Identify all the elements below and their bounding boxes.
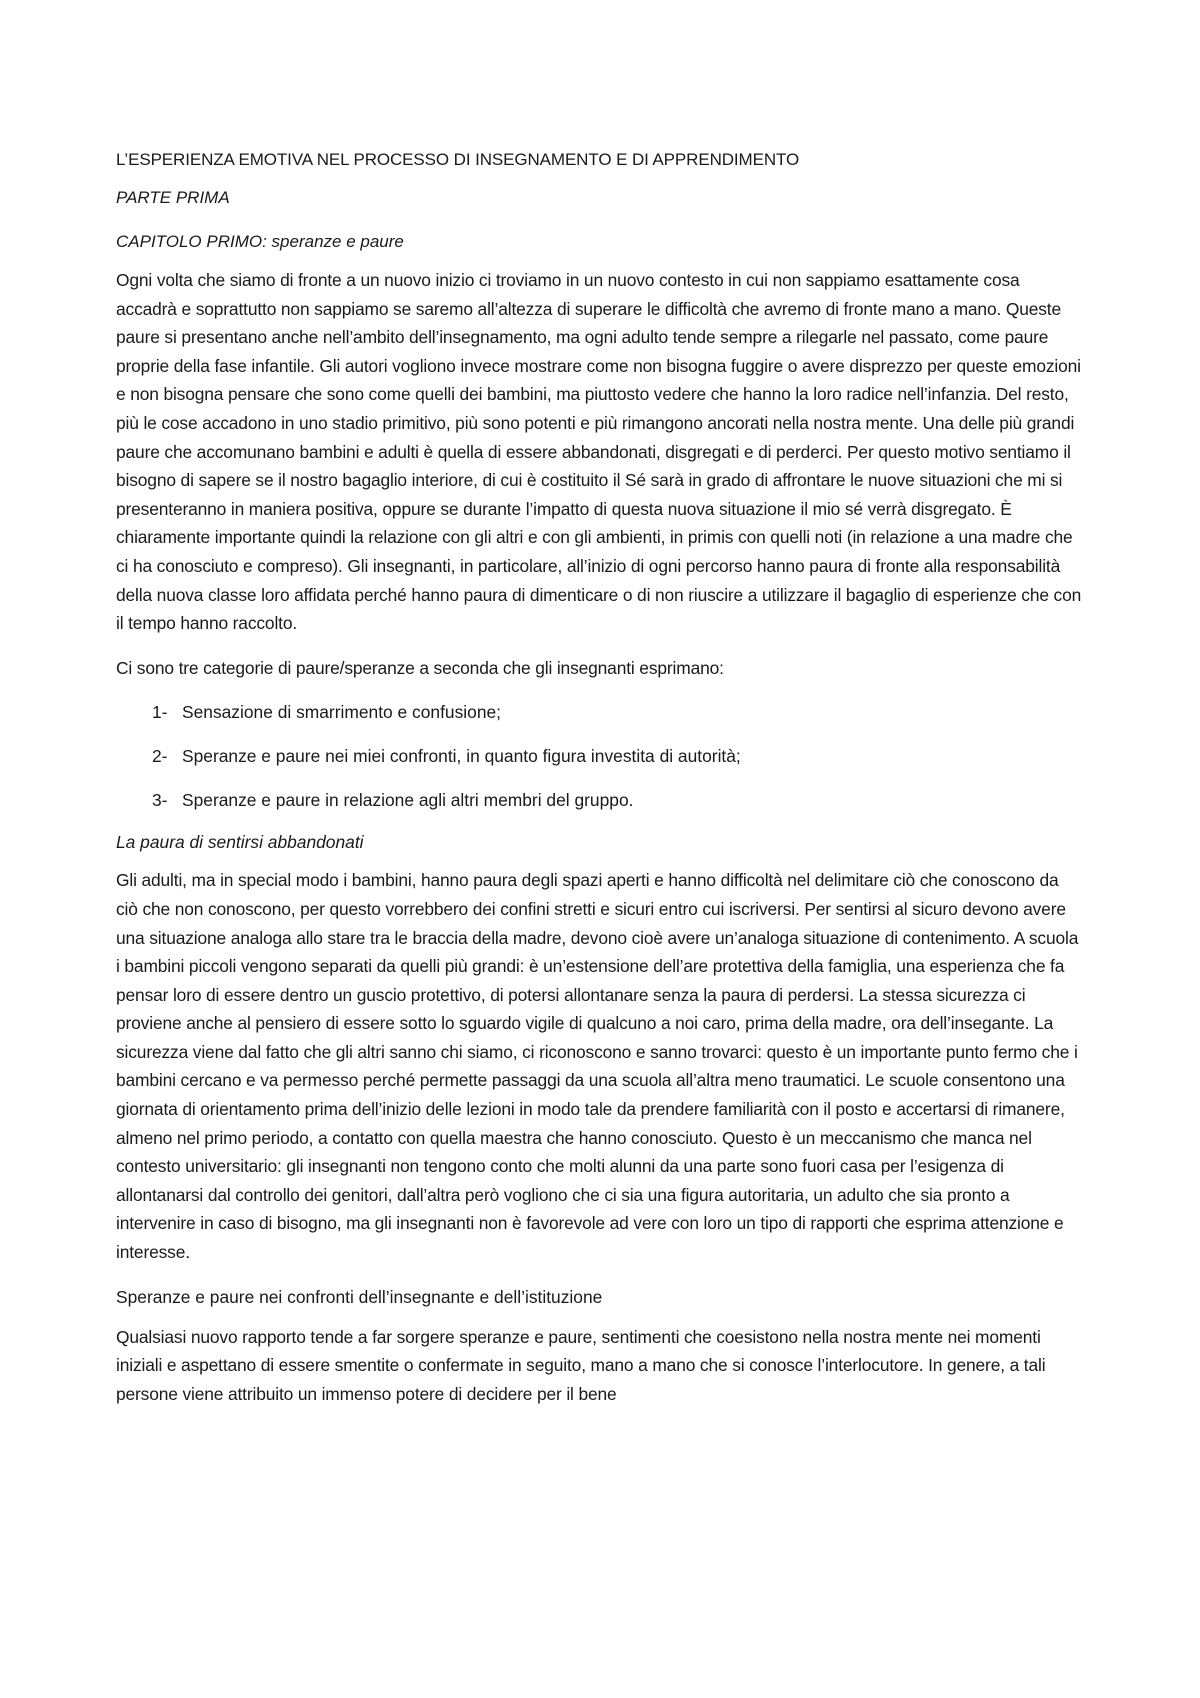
paragraph-teacher-institution: Qualsiasi nuovo rapporto tende a far sorgere speranze e paure, sentimenti che coesistono nella nostra mente nei momenti iniziali e aspettano di essere smentite o confermate in seguito, mano a mano che si conosce l’interlocutore. In genere, a tali persone viene attribuito un immenso potere di decidere per il bene <box>116 1326 1046 1404</box>
paragraph-intro: Ogni volta che siamo di fronte a un nuovo inizio ci troviamo in un nuovo contesto in cui non sappiamo esattamente cosa accadrà e soprattutto non sappiamo se saremo all’altezza di superare le difficoltà che avremo di fronte mano a mano. Queste paure si presentano anche nell’ambito dell’insegnamento, ma ogni adulto tende sempre a rilegarle nel passato, come paure proprie della fase infantile. Gli autori vogliono invece mostrare come non bisogna fuggire o avere disprezzo per queste emozioni e non bisogna pensare che sono come quelli dei bambini, ma piuttosto vedere che hanno la loro radice nell’infanzia. Del resto, più le cose accadono in uno stadio primitivo, più sono potenti e più rimangono ancorati nella nostra mente. Una delle più grandi paure che accomunano bambini e adulti è quella di essere abbandonati, disgregati e di perderci. Per questo motivo sentiamo il bisogno di sapere se il nostro bagaglio interiore, di cui è costituito il Sé sarà in grado di affrontare le nuove situazioni che mi si presenteranno in maniera positiva, oppure se durante l’impatto di questa nuova situazione il mio sé verrà disgregato. È chiaramente importante quindi la relazione con gli altri e con gli ambienti, in primis con quelli noti (in relazione a una madre che ci ha conosciuto e compreso). Gli insegnanti, in particolare, all’inizio di ogni percorso hanno paura di fronte alla responsabilità della nuova classe loro affidata perché hanno paura di dimenticare o di non riuscire a utilizzare il bagaglio di esperienze che con il tempo hanno raccolto. <box>116 270 1082 634</box>
paragraph-categories: Ci sono tre categorie di paure/speranze a seconda che gli insegnanti esprimano: <box>116 657 724 678</box>
list-item <box>116 786 1084 814</box>
list-number: 3- <box>152 790 168 811</box>
list-text: Sensazione di smarrimento e confusione; <box>182 702 502 723</box>
list-text: Speranze e paure in relazione agli altri membri del gruppo. <box>182 790 634 811</box>
list-item <box>116 698 1084 726</box>
list-text: Speranze e paure nei miei confronti, in quanto figura investita di autorità; <box>182 746 741 767</box>
paragraph-abandonment: Gli adulti, ma in special modo i bambini, hanno paura degli spazi aperti e hanno difficoltà nel delimitare ciò che conoscono da ciò che non conoscono, per questo vorrebbero dei confini stretti e sicuri entro cui iscriversi. Per sentirsi al sicuro devono avere una situazione analoga allo stare tra le braccia della madre, devono cioè avere un’analoga situazione di contenimento. A scuola i bambini piccoli vengono separati da quelli più grandi: è un’estensione dell’are protettiva della famiglia, una esperienza che fa pensar loro di essere dentro un guscio protettivo, di potersi allontanare senza la paura di perdersi. La stessa sicurezza ci proviene anche al pensiero di essere sotto lo sguardo vigile di qualcuno a noi caro, prima della madre, ora dell’insegante. La sicurezza viene dal fatto che gli altri sanno chi siamo, ci riconoscono e sanno trovarci: questo è un importante punto fermo che i bambini cercano e va permesso perché permette passaggi da una scuola all’altra meno traumatici. Le scuole consentono una giornata di orientamento prima dell’inizio delle lezioni in modo tale da prendere familiarità con il posto e accertarsi di rimanere, almeno nel primo periodo, a contatto con quella maestra che hanno conosciuto. Questo è un meccanismo che manca nel contesto universitario: gli insegnanti non tengono conto che molti alunni da una parte sono fuori casa per l’esigenza di allontanarsi dal controllo dei genitori, dall’altra però vogliono che ci sia una figura autoritaria, un adulto che sia pronto a intervenire in caso di bisogno, ma gli insegnanti non è favorevole ad vere con loro un tipo di rapporti che esprima attenzione e interesse. <box>116 870 1079 1263</box>
list-number: 1- <box>152 702 168 723</box>
section-title-teacher-institution: Speranze e paure nei confronti dell’insegnante e dell’istituzione <box>116 1286 603 1307</box>
categories-list <box>116 698 1084 814</box>
list-item <box>116 742 1084 770</box>
document-page <box>116 130 1084 1424</box>
list-number: 2- <box>152 746 168 767</box>
chapter-title: CAPITOLO PRIMO: speranze e paure <box>116 232 404 251</box>
part-title: PARTE PRIMA <box>116 188 230 207</box>
section-title-abandonment: La paura di sentirsi abbandonati <box>116 832 364 853</box>
document-title: L’ESPERIENZA EMOTIVA NEL PROCESSO DI INSEGNAMENTO E DI APPRENDIMENTO <box>116 150 800 169</box>
